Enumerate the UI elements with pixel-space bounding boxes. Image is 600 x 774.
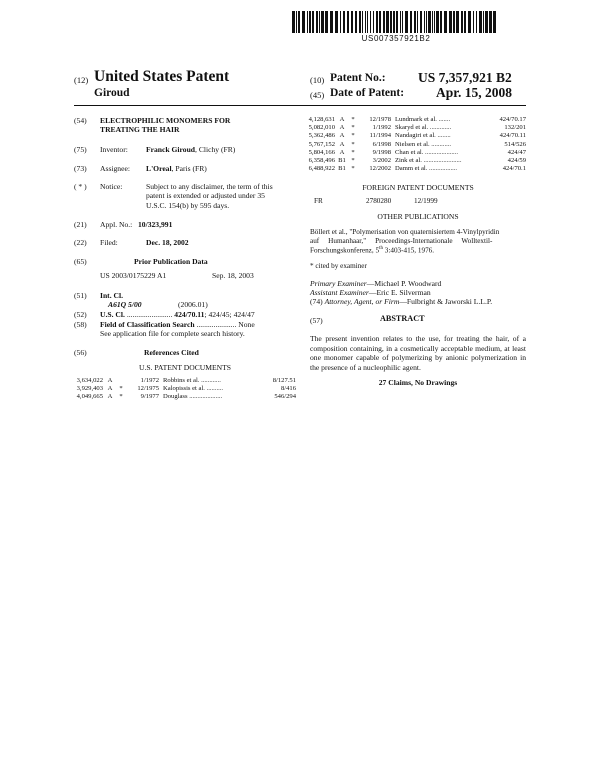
citation-cls: 514/526 [504, 140, 526, 148]
patent-citation-row [58, 385, 296, 393]
us-patent-documents-list [58, 377, 296, 402]
barcode-bar [417, 11, 418, 33]
cited-by-examiner: * cited by examiner [310, 262, 367, 270]
filed-date: Dec. 18, 2002 [146, 238, 189, 247]
citation-name: Nielsen et al. ............ [395, 140, 452, 148]
barcode-bar [449, 11, 452, 33]
citation-name: Robbins et al. ............ [163, 377, 221, 384]
citation-no: 4,049,665 [76, 393, 103, 401]
code-10: (10) [310, 75, 325, 85]
citation-kind: A [339, 116, 345, 123]
citation-cls: 8/416 [280, 385, 296, 393]
barcode-bar [340, 11, 341, 33]
field-search-value: None [238, 320, 255, 329]
patent-citation-row [290, 165, 526, 173]
barcode-bar [390, 11, 392, 33]
barcode-bar [440, 11, 442, 33]
citation-cls: 132/201 [504, 124, 526, 132]
barcode [292, 11, 500, 33]
barcode-bar [319, 11, 320, 33]
citation-kind: A [339, 148, 345, 156]
barcode-bar [393, 11, 395, 33]
citation-star: * [351, 157, 355, 165]
attorney-agent: (74) Attorney, Agent, or Firm—Fulbright & Jaworski L.L.P. [310, 297, 493, 306]
patent-citation-row [58, 393, 296, 401]
citation-kind: A [339, 132, 345, 140]
barcode-bar [312, 11, 314, 33]
citation-no: 6,358,496 [308, 157, 335, 165]
barcode-bar [343, 11, 345, 33]
barcode-bar [351, 11, 353, 33]
assignee-location: , Paris (FR) [171, 164, 207, 173]
citation-cls: 424/70.1 [502, 165, 526, 173]
barcode-bar [316, 11, 318, 33]
citation-date: 12/2002 [369, 165, 391, 173]
citation-date: 9/1977 [140, 393, 159, 401]
barcode-bar [335, 11, 338, 33]
barcode-bar [370, 11, 371, 33]
barcode-bar [420, 11, 422, 33]
patent-front-page: US007357921B2 (12) United States Patent Giroud (10) Patent No.: US 7,357,921 B2 (45) Date of Patent: Apr. 15, 2008 (54) ELECTROPHILIC MONOMERS FOR TREATING THE HAIR (75) Inventor: Franck Giroud, Clichy (FR) (73) Assignee: L'Oreal, Paris (FR) ( * ) Notice: Subject to any disclaimer, the term of this patent is extended or adjusted under 35 U.S.C. 154(b) by 595 days. (21) Appl. No.: 10/323,991 (22) Filed: Dec. 18, 2002 (65) Prior Publication Data US 2003/0175229 A1 Sep. 18, 2003 (51) Int. Cl. A61Q 5/00 (2006.01) (52) U.S. Cl. ........................ 424/70.11; 424/45; 424/47 (58) Field of Classification Search ..................... None See application file for complete search history. (56) References Cited U.S. PATENT DOCUMENTS 3,634,022 A 1/1972 Robbins et al. ............ 8/127.51 3,929,403 A * 12/1975 Kalopissis et al. .......... 8/416 4,049,665 A * 9/1977 Douglass .................... 546/294 4,128,631 A * 12/1978 Lundmark et al. ....... 424/70.17 5,082,010 A * 1/1992 Skaryd et al. ............. 132/201 5,362,486 A * 11/1994 Nandagiri et al. ........ 424/70.11 5,767,152 A * 6/1998 Nielsen et al. ............ 514/526 5,804,166 A * 9/1998 Chan et al. .................... 424/47 6,358,496 B1 * 3/2002 Zink et al. ....................... 424/59 6,488,922 B1 * 12/2002 Damm et al. ................. 424/70.1 FOREIGN PATENT DOCUMENTS FR 2780280 12/1999 OTHER PUBLICATIONS Böllert et al., "Polymerisation von quaternisiertem 4-Vinylpyridin auf Humanhaar," Proceedings-Internationale Wolltextil- Forschungskonferenz, 5th 3:403-415, 1976. * cited by examiner Primary Examiner—Michael P. Woodward Assistant Examiner—Eric E. Silverman (74) Attorney, Agent, or Firm—Fulbright & Jaworski L.L.P. (57) ABSTRACT The present invention relates to the use, for treating the hair, of a composition containing, in a cosmetically acceptable medium, at least one monomer capable of polymerizing by anionic polymerization in the presence of a nucleophilic agent. 27 Claims, No Drawings [0, 0, 600, 774]
citation-no: 5,362,486 [308, 132, 335, 140]
citation-cls: 424/70.11 [499, 132, 526, 140]
foreign-number: 2780280 [366, 197, 392, 205]
barcode-bar [302, 11, 305, 33]
references-cited-title: References Cited [144, 348, 199, 357]
barcode-bar [367, 11, 368, 33]
foreign-patent-documents-title: FOREIGN PATENT DOCUMENTS [362, 183, 474, 192]
patent-citation-row [290, 132, 526, 140]
barcode-bar [410, 11, 412, 33]
int-cl-class: A61Q 5/00 [108, 300, 142, 309]
citation-date: 1/1992 [372, 124, 391, 132]
citation-star: * [351, 140, 355, 148]
citation-no: 5,804,166 [308, 148, 335, 156]
barcode-bar [325, 11, 328, 33]
abstract-code: (57) [310, 316, 323, 325]
citation-date: 11/1994 [369, 132, 391, 140]
patent-citation-row [290, 157, 526, 165]
citation-cls: 424/70.17 [499, 116, 526, 123]
barcode-bar [355, 11, 357, 33]
field-search-label: Field of Classification Search [100, 320, 195, 329]
barcode-bar [330, 11, 333, 33]
barcode-bar [347, 11, 349, 33]
barcode-bar [476, 11, 477, 33]
barcode-bar [400, 11, 401, 33]
barcode-bar [414, 11, 416, 33]
assignee-name: L'Oreal [146, 164, 172, 173]
barcode-bar [485, 11, 488, 33]
barcode-bar [428, 11, 431, 33]
prior-pub-number: US 2003/0175229 A1 [100, 271, 167, 280]
notice-line: Subject to any disclaimer, the term of this [146, 182, 273, 191]
citation-name: Douglass .................... [163, 393, 223, 401]
citation-no: 3,929,403 [76, 385, 103, 393]
invention-title-line1: ELECTROPHILIC MONOMERS FOR [100, 116, 231, 125]
patent-title-header: United States Patent [94, 68, 230, 85]
barcode-bar [464, 11, 466, 33]
citation-no: 4,128,631 [308, 116, 335, 123]
barcode-bar [376, 11, 378, 33]
barcode-bar [468, 11, 471, 33]
barcode-bar [402, 11, 403, 33]
us-cl-main: 424/70.11 [174, 310, 205, 319]
int-cl-year: (2006.01) [178, 300, 208, 309]
notice-line: U.S.C. 154(b) by 595 days. [146, 200, 230, 210]
citation-name: Nandagiri et al. ........ [395, 132, 451, 140]
citation-date: 12/1978 [369, 116, 391, 123]
barcode-bar [453, 11, 455, 33]
inventor-surname: Giroud [94, 87, 130, 99]
assistant-examiner: Assistant Examiner—Eric E. Silverman [310, 288, 431, 297]
citation-date: 3/2002 [372, 157, 391, 165]
prior-publication-title: Prior Publication Data [134, 257, 208, 266]
barcode-bar [424, 11, 425, 33]
citation-star: * [351, 165, 355, 173]
us-cl-label: U.S. Cl. [100, 310, 125, 319]
date-of-patent: Apr. 15, 2008 [436, 85, 513, 100]
citation-kind: B1 [338, 165, 346, 173]
barcode-bar [434, 11, 435, 33]
citation-date: 1/1972 [140, 377, 159, 384]
barcode-bar [309, 11, 311, 33]
citation-no: 5,767,152 [308, 140, 335, 148]
citation-kind: A [107, 377, 113, 384]
date-of-patent-label: Date of Patent: [330, 87, 405, 99]
citation-star: * [351, 132, 355, 140]
citation-kind: A [339, 140, 345, 148]
citation-star [117, 377, 125, 385]
barcode-bar [426, 11, 427, 33]
barcode-bar [365, 11, 366, 33]
other-publication: Böllert et al., "Polymerisation von quaternisiertem 4-Vinylpyridin auf Humanhaar," Proceedings-Internationale Wolltextil- Forschungskonferenz, 5th 3:403-415, 1976. [310, 228, 500, 255]
inventor-location: , Clichy (FR) [195, 145, 236, 154]
citation-kind: A [107, 385, 113, 393]
us-patent-documents-list-continued [290, 116, 526, 173]
barcode-bar [386, 11, 389, 33]
patent-no-label: Patent No.: [330, 72, 386, 84]
barcode-bar [379, 11, 381, 33]
us-cl-rest: ; 424/45; 424/47 [204, 310, 255, 319]
barcode-bar [489, 11, 492, 33]
code-12: (12) [74, 75, 89, 85]
barcode-bar [383, 11, 385, 33]
code-45: (45) [310, 90, 325, 100]
citation-name: Chan et al. .................... [395, 148, 458, 156]
primary-examiner: Primary Examiner—Michael P. Woodward [310, 279, 442, 288]
citation-star: * [119, 385, 123, 393]
citation-no: 3,634,022 [76, 377, 103, 384]
notice-label: Notice: [100, 182, 123, 191]
citation-name: Zink et al. ....................... [395, 157, 462, 165]
foreign-country: FR [314, 197, 323, 205]
citation-date: 6/1998 [372, 140, 391, 148]
citation-name: Kalopissis et al. .......... [163, 385, 224, 393]
barcode-bar [456, 11, 459, 33]
patent-citation-row [58, 377, 296, 385]
citation-kind: A [107, 393, 113, 401]
claims-summary: 27 Claims, No Drawings [378, 378, 458, 387]
citation-name: Lundmark et al. ....... [395, 116, 451, 123]
barcode-bar [373, 11, 374, 33]
other-publications-title: OTHER PUBLICATIONS [377, 212, 459, 221]
appl-number: 10/323,991 [138, 220, 173, 229]
citation-name: Damm et al. ................. [395, 165, 458, 173]
citation-name: Skaryd et al. ............. [395, 124, 452, 132]
patent-citation-row [290, 124, 526, 132]
barcode-bar [473, 11, 474, 33]
patent-number: US 7,357,921 B2 [418, 70, 512, 85]
barcode-bar [436, 11, 439, 33]
citation-cls: 546/294 [274, 393, 296, 401]
barcode-bar [307, 11, 308, 33]
assignee-label: Assignee: [100, 164, 130, 173]
barcode-bar [479, 11, 482, 33]
inventor-label: Inventor: [100, 145, 128, 154]
barcode-bar [321, 11, 324, 33]
citation-kind: A [339, 124, 345, 132]
foreign-date: 12/1999 [414, 197, 438, 205]
citation-no: 6,488,922 [308, 165, 335, 173]
header-rule [74, 105, 526, 106]
citation-star: * [351, 148, 355, 156]
citation-cls: 424/59 [507, 157, 526, 165]
filed-label: Filed: [100, 238, 118, 247]
barcode-bar [444, 11, 447, 33]
barcode-bar [362, 11, 363, 33]
int-cl-label: Int. Cl. [100, 291, 123, 300]
appl-label: Appl. No.: [100, 220, 133, 229]
citation-no: 5,082,010 [308, 124, 335, 132]
inventor-name: Franck Giroud [146, 145, 196, 154]
barcode-bar [298, 11, 300, 33]
barcode-bar [359, 11, 361, 33]
citation-date: 9/1998 [372, 148, 391, 156]
barcode-bar [432, 11, 433, 33]
citation-star: * [119, 393, 123, 401]
patent-citation-row [290, 116, 526, 124]
barcode-bar [405, 11, 408, 33]
citation-star: * [351, 116, 355, 123]
citation-kind: B1 [338, 157, 346, 165]
barcode-bar [292, 11, 295, 33]
barcode-bar [493, 11, 496, 33]
barcode-bar [396, 11, 398, 33]
abstract-title: ABSTRACT [380, 314, 425, 323]
citation-date: 12/1975 [137, 385, 159, 393]
barcode-bar [461, 11, 463, 33]
abstract-text: The present invention relates to the use, for treating the hair, of a composition containing, in a cosmetically acceptable medium, at least one monomer capable of polymerizing by anionic polymerization in the presence of a nucleophilic agent. [310, 334, 526, 372]
citation-star: * [351, 124, 355, 132]
us-patent-documents-title: U.S. PATENT DOCUMENTS [139, 363, 231, 372]
citation-cls: 8/127.51 [272, 377, 296, 384]
patent-citation-row [290, 141, 526, 149]
notice-line: patent is extended or adjusted under 35 [146, 191, 265, 201]
prior-pub-date: Sep. 18, 2003 [212, 271, 254, 280]
invention-title-line2: TREATING THE HAIR [100, 125, 180, 135]
barcode-bar [483, 11, 484, 33]
barcode-bar [296, 11, 297, 33]
citation-cls: 424/47 [507, 148, 526, 156]
barcode-number: US007357921B2 [361, 34, 431, 43]
patent-citation-row [290, 149, 526, 157]
